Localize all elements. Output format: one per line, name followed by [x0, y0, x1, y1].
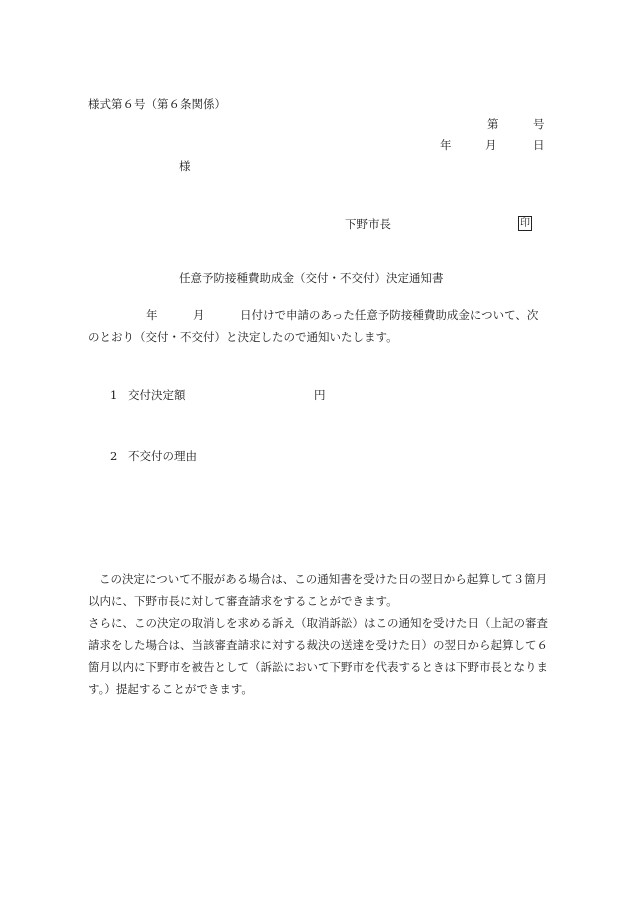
doc-number-suffix: 号 — [533, 117, 545, 131]
intro-year-label: 年 — [146, 308, 158, 322]
item-2-label: 不交付の理由 — [128, 449, 197, 463]
doc-number-prefix: 第 — [487, 117, 499, 131]
item-1-unit: 円 — [314, 388, 326, 402]
date-year-label: 年 — [440, 138, 452, 152]
recipient-suffix: 様 — [179, 159, 191, 173]
intro-month-label: 月 — [193, 308, 205, 322]
date-day-label: 日 — [533, 138, 545, 152]
item-2-number: 2 — [110, 449, 118, 463]
item-1-label: 交付決定額 — [128, 388, 186, 402]
form-number: 様式第６号（第６条関係） — [88, 97, 226, 111]
appeal-notice-paragraph-1: この決定について不服がある場合は、この通知書を受けた日の翌日から起算して３箇月以内に、下野市長に対して審査請求をすることができます。 — [88, 572, 548, 608]
appeal-notice-paragraph-2: さらに、この決定の取消しを求める訴え（取消訴訟）はこの通知を受けた日（上記の審査請求をした場合は、当該審査請求に対する裁決の送達を受けた日）の翌日から起算して６箇月以内に下野市を被告として（訴訟において下野市を代表するときは下野市長となります。）提起することができます。 — [88, 616, 548, 696]
issuer-title: 下野市長 — [345, 217, 391, 231]
intro-line1-rest: 日付けで申請のあった任意予防接種費助成金について、次 — [240, 308, 539, 322]
item-1-number: 1 — [110, 388, 118, 402]
document-title: 任意予防接種費助成金（交付・不交付）決定通知書 — [179, 271, 444, 285]
date-month-label: 月 — [485, 138, 497, 152]
seal-mark: 印 — [520, 218, 530, 229]
intro-line2: のとおり（交付・不交付）と決定したので通知いたします。 — [88, 330, 398, 344]
